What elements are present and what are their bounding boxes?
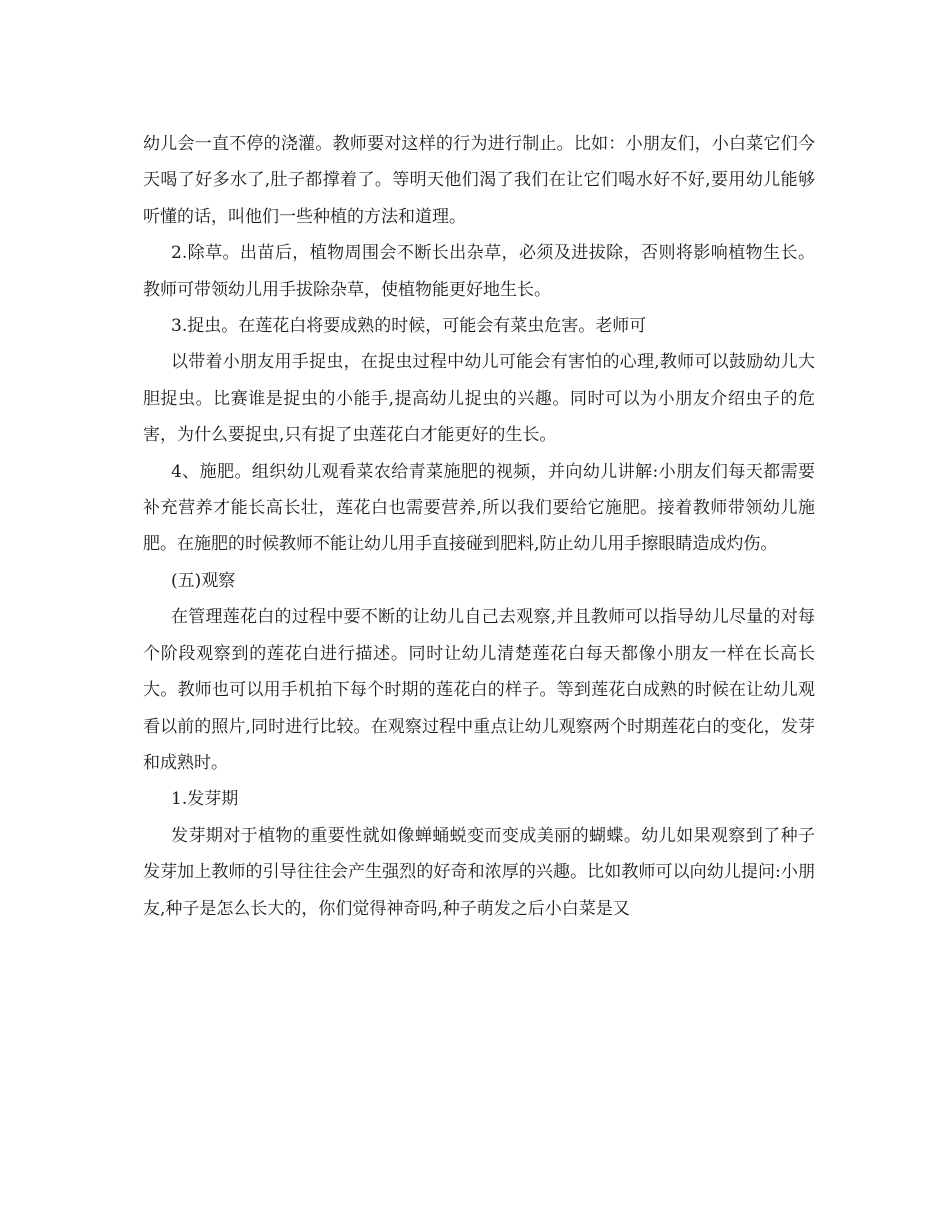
document-body: [143, 126, 815, 927]
paragraph-fertilizing: 4、施肥。组织幼儿观看菜农给青菜施肥的视频，并向幼儿讲解:小朋友们每天都需要补充营养才能长高长壮，莲花白也需要营养,所以我们要给它施肥。接着教师带领幼儿施肥。在施肥的时候教师不能让幼儿用手直接碰到肥料,防止幼儿用手擦眼睛造成灼伤。: [143, 461, 815, 555]
paragraph-watering-continued: 幼儿会一直不停的浇灌。教师要对这样的行为进行制止。比如：小朋友们，小白菜它们今天喝了好多水了,肚子都撑着了。等明天他们渴了我们在让它们喝水好不好,要用幼儿能够听懂的话，叫他们一些种植的方法和道理。: [143, 134, 815, 227]
paragraph-weeding: 2.除草。出苗后，植物周围会不断长出杂草，必须及进拔除，否则将影响植物生长。教师可带领幼儿用手拔除杂草，使植物能更好地生长。: [143, 243, 815, 300]
paragraph-catching-insects-continued: 以带着小朋友用手捉虫，在捉虫过程中幼儿可能会有害怕的心理,教师可以鼓励幼儿大胆捉虫。比赛谁是捉虫的小能手,提高幼儿捉虫的兴趣。同时可以为小朋友介绍虫子的危害，为什么要捉虫,只有捉了虫莲花白才能更好的生长。: [143, 352, 815, 446]
paragraph-germination: 发芽期对于植物的重要性就如像蝉蛹蜕变而变成美丽的蝴蝶。幼儿如果观察到了种子发芽加上教师的引导往往会产生强烈的好奇和浓厚的兴趣。比如教师可以向幼儿提问:小朋友,种子是怎么长大的，你们觉得神奇吗,种子萌发之后小白菜是又: [143, 825, 815, 919]
paragraph-observation: 在管理莲花白的过程中要不断的让幼儿自己去观察,并且教师可以指导幼儿尽量的对每个阶段观察到的莲花白进行描述。同时让幼儿清楚莲花白每天都像小朋友一样在长高长大。教师也可以用手机拍下每个时期的莲花白的样子。等到莲花白成熟的时候在让幼儿观看以前的照片,同时进行比较。在观察过程中重点让幼儿观察两个时期莲花白的变化，发芽和成熟时。: [143, 607, 815, 773]
subheading-germination: 1.发芽期: [171, 789, 239, 810]
paragraph-catching-insects: 3.捉虫。在莲花白将要成熟的时候，可能会有菜虫危害。老师可: [171, 316, 647, 337]
section-heading-observation: (五)观察: [171, 570, 236, 591]
